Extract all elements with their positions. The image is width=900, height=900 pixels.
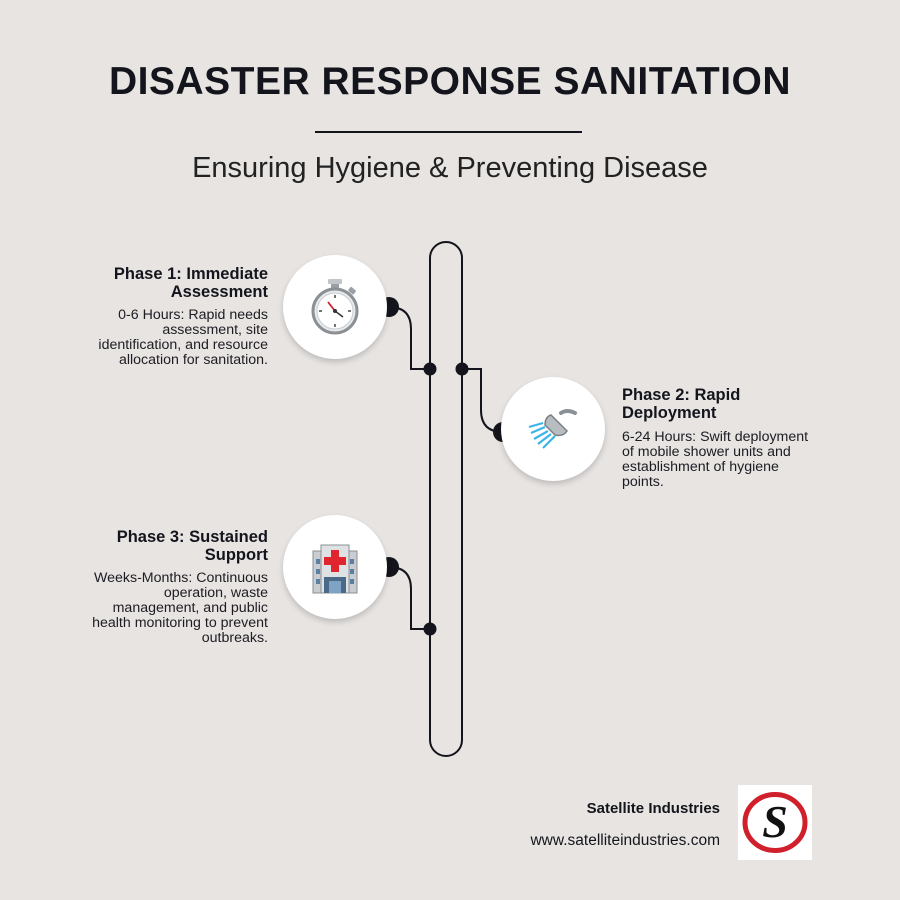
phase-3-description: Weeks-Months: Continuous operation, waste management, and public health monitoring to prevent outbreaks. — [92, 570, 268, 646]
phase-3-icon-circle — [283, 515, 387, 619]
track-dot-phase-3 — [424, 623, 437, 636]
phase-2-icon-circle — [501, 377, 605, 481]
company-logo — [738, 785, 812, 860]
phase-2-description: 6-24 Hours: Swift deployment of mobile shower units and establishment of hygiene points. — [622, 429, 809, 490]
satellite-logo-icon — [738, 785, 812, 860]
phase-1-icon-circle — [283, 255, 387, 359]
company-url[interactable]: www.satelliteindustries.com — [530, 832, 720, 849]
phase-3-title: Phase 3: Sustained Support — [116, 528, 268, 564]
company-name: Satellite Industries — [586, 800, 720, 817]
phase-1-title: Phase 1: Immediate Assessment — [113, 265, 268, 301]
svg-text:S: S — [762, 796, 788, 847]
track-dot-phase-1 — [424, 363, 437, 376]
connector-phase-3 — [389, 567, 430, 629]
phase-2-title: Phase 2: Rapid Deployment — [622, 386, 741, 422]
phase-1-description: 0-6 Hours: Rapid needs assessment, site identification, and resource allocation for sanitation. — [98, 307, 268, 368]
stopwatch-icon — [283, 255, 387, 359]
connector-phase-1 — [389, 307, 430, 369]
track-dot-phase-2 — [456, 363, 469, 376]
timeline-track — [430, 242, 462, 756]
connector-phase-2 — [462, 369, 503, 432]
shower-icon — [501, 377, 605, 481]
page-title: DISASTER RESPONSE SANITATION — [108, 60, 792, 103]
page-subtitle: Ensuring Hygiene & Preventing Disease — [192, 152, 708, 184]
hospital-icon — [283, 515, 387, 619]
